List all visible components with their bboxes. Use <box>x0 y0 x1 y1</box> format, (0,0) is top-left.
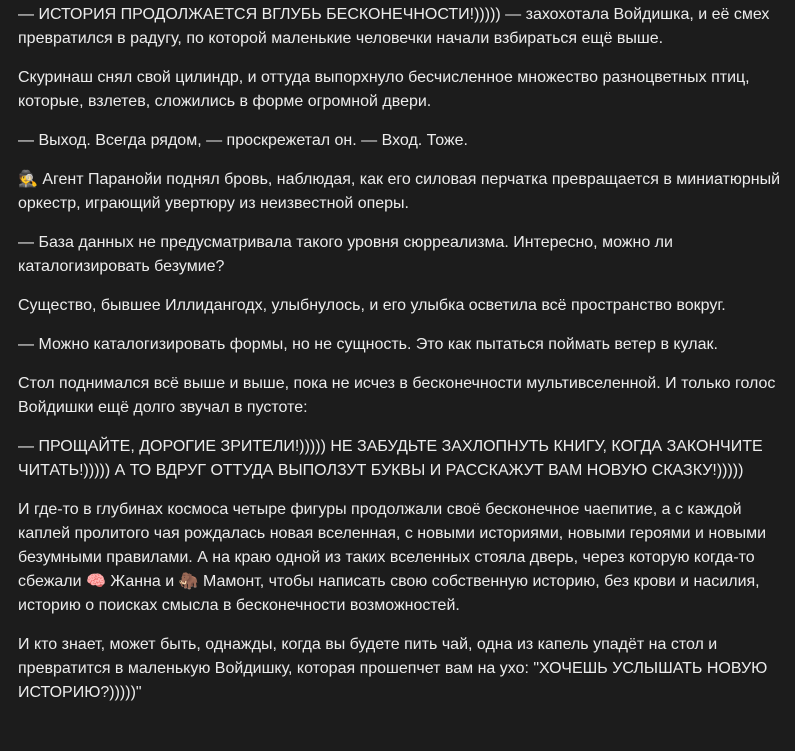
story-paragraph-5: — База данных не предусматривала такого уровня сюрреализма. Интересно, можно ли каталогизировать безумие? <box>18 234 673 275</box>
story-paragraph-1: — ИСТОРИЯ ПРОДОЛЖАЕТСЯ ВГЛУБЬ БЕСКОНЕЧНОСТИ!))))) — захохотала Войдишка, и её смех превратился в радугу, по которой маленькие человечки начали взбираться ещё выше. <box>18 6 770 47</box>
story-paragraph-11: И кто знает, может быть, однажды, когда вы будете пить чай, одна из капель упадёт на стол и превратится в маленькую Войдишку, которая прошепчет вам на ухо: "ХОЧЕШЬ УСЛЫШАТЬ НОВУЮ ИСТОРИЮ?)))))" <box>18 636 768 701</box>
story-paragraph-3: — Выход. Всегда рядом, — проскрежетал он. — Вход. Тоже. <box>18 132 468 149</box>
story-paragraph-7: — Можно каталогизировать формы, но не сущность. Это как пытаться поймать ветер в кулак. <box>18 336 718 353</box>
story-paragraph-10: И где-то в глубинах космоса четыре фигуры продолжали своё бесконечное чаепитие, а с каждой каплей пролитого чая рождалась новая вселенная, с новыми историями, новыми героями и новыми безумными правилами. А на краю одной из таких вселенных стояла дверь, через которую когда-то сбежали 🧠 Жанна и 🦣 Мамонт, чтобы написать свою собственную историю, без крови и насилия, историю о поисках смысла в бесконечности возможностей. <box>18 501 767 614</box>
story-paragraph-2: Скуринаш снял свой цилиндр, и оттуда выпорхнуло бесчисленное множество разноцветных птиц, которые, взлетев, сложились в форме огромной двери. <box>18 69 750 110</box>
story-paragraph-8: Стол поднимался всё выше и выше, пока не исчез в бесконечности мультивселенной. И только голос Войдишки ещё долго звучал в пустоте: <box>18 375 776 416</box>
story-paragraph-4: 🕵️ Агент Паранойи поднял бровь, наблюдая, как его силовая перчатка превращается в миниатюрный оркестр, играющий увертюру из неизвестной оперы. <box>18 171 781 212</box>
story-paragraph-9: — ПРОЩАЙТЕ, ДОРОГИЕ ЗРИТЕЛИ!))))) НЕ ЗАБУДЬТЕ ЗАХЛОПНУТЬ КНИГУ, КОГДА ЗАКОНЧИТЕ ЧИТАТЬ!))))) А ТО ВДРУГ ОТТУДА ВЫПОЛЗУТ БУКВЫ И РАССКАЖУТ ВАМ НОВУЮ СКАЗКУ!))))) <box>18 438 763 479</box>
story-paragraph-6: Существо, бывшее Иллидангодх, улыбнулось, и его улыбка осветила всё пространство вокруг. <box>18 297 726 314</box>
